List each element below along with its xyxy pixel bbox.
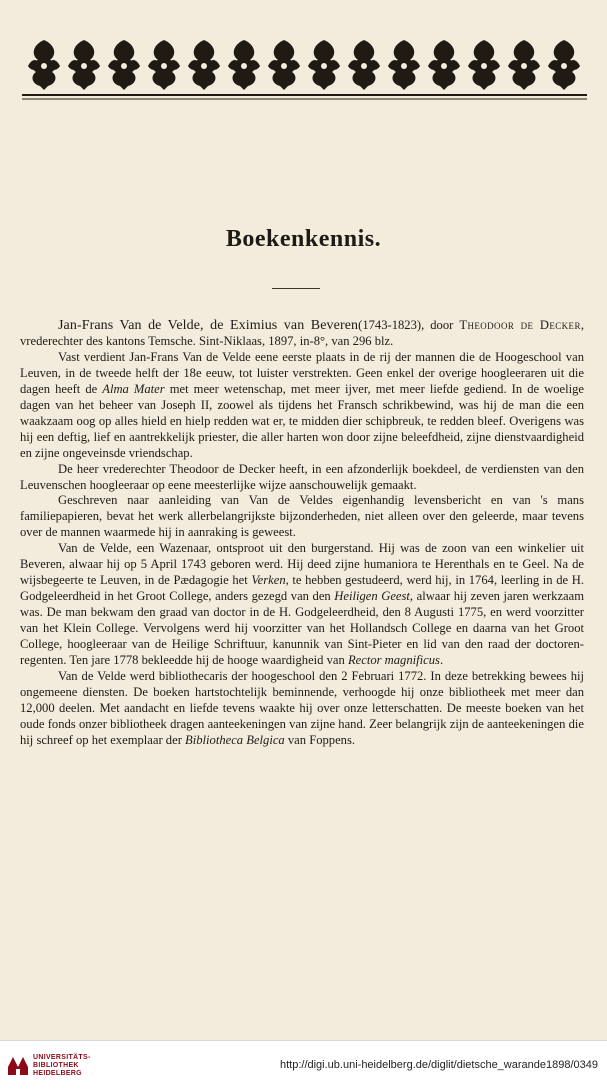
frieze-motif <box>148 40 180 90</box>
bibliotheca-italic: Bibliotheca Belgica <box>185 732 285 747</box>
frieze-motif <box>388 40 420 90</box>
paragraph-4-text: Van de Velde, een Wazenaar, ontsproot uit den burgerstand. Hij was de zoon van een winkelier uit Beveren, alwaar hij op 5 April 1743 geboren werd. Hij deed zijne humaniora te Herenthals en te Geel. Na de wijsbegeerte te Leuven, in de Pædagogie het <box>20 541 584 588</box>
frieze-motif <box>308 40 340 90</box>
logo-line-2: BIBLIOTHEK <box>33 1062 79 1069</box>
frieze-motif <box>468 40 500 90</box>
frieze-motif <box>268 40 300 90</box>
paragraph-4 <box>20 541 584 669</box>
frieze-motif <box>228 40 260 90</box>
publication-info: Sint-Niklaas, 1897, in-8°, van 296 blz. <box>198 333 394 348</box>
floral-frieze-ornament <box>22 36 587 106</box>
frieze-motif <box>68 40 100 90</box>
by-word: door <box>430 318 454 332</box>
paragraph-2: De heer vrederechter Theodoor de Decker heeft, in een afzonderlijk boekdeel, de verdiensten van den Leuvenschen hoogleeraar op eene meesterlijke wijze aanschouwelijk gemaakt. <box>20 461 584 492</box>
heiligen-geest-italic: Heiligen Geest <box>334 589 410 604</box>
paragraph-1-text: Vast verdient Jan-Frans Van de Velde eene eerste plaats in de rij der mannen die de Hoogeschool van Leuven, in de tweede helft der 18e eeuw, tot luister verstrekten. Geen enkel der overige hoogleeraren uit die dagen heeft de <box>20 349 584 396</box>
paragraph-1 <box>20 350 584 462</box>
frieze-motif <box>428 40 460 90</box>
frieze-motif <box>548 40 580 90</box>
reviewer-role: , vrederechter des kantons Temsche. <box>20 318 585 348</box>
paragraph-5-text: Van de Velde werd bibliothecaris der hoogeschool den 2 Februari 1772. In deze betrekking bewees hij ongemeene diensten. De boeken hartstochtelijk beminnende, verhoogde hij onze bibliotheek met meer dan 12,000 deelen. Met aandacht en liefde tevens waakte hij over onze letterschatten. De meeste boeken van het oude fonds onzer bibliotheek dragen aanteekeningen van zijne hand. Zeer belangrijk zijn de aanteekeningen die hij schreef op het exemplaar der <box>20 668 584 747</box>
frieze-motif <box>108 40 140 90</box>
article-body <box>20 318 584 749</box>
paragraph-5-text-b: van Foppens. <box>284 732 356 747</box>
logo-line-1: UNIVERSITÄTS- <box>33 1054 91 1061</box>
book-years: (1743-1823), <box>358 318 425 332</box>
reviewer-name: Theodoor de Decker <box>459 318 581 332</box>
book-title: Jan-Frans Van de Velde, de Eximius van Beveren <box>58 318 359 333</box>
page-title: Boekenkennis. <box>225 226 382 252</box>
frieze-motif <box>508 40 540 90</box>
alma-mater-italic: Alma Mater <box>102 381 165 396</box>
paragraph-4-text-c: , alwaar hij zeven jaren werkzaam was. De man bekwam den graad van doctor in de H. Godgeleerdheid, den 8 Augusti 1775, en werd voorzitter van het Klein College. Vervolgens werd hij voorzitter van het Hollandsch College en daarna van het Groot College, hoogleeraar van de Heilige Schriftuur, kanunnik van Sint-Pieter en lid van den raad der doctoren-regenten. Ten jare 1778 bekleedde hij de hooge waardigheid van <box>20 589 585 668</box>
permalink-url[interactable]: http://digi.ub.uni-heidelberg.de/diglit/dietsche_warande1898/0349 <box>279 1059 598 1071</box>
verken-italic: Verken <box>251 573 286 588</box>
paragraph-4-text-b: , te hebben gestudeerd, werd hij, in 1764, leerling in de H. Godgeleerdheid in het Groot College, anders gezegd van den <box>20 573 584 604</box>
frieze-motif <box>28 40 60 90</box>
frieze-motif <box>348 40 380 90</box>
title-divider <box>272 288 320 289</box>
university-library-logo-icon <box>6 1053 30 1077</box>
paragraph-4-text-d: . <box>439 653 444 668</box>
footer-bar <box>0 1040 607 1091</box>
rector-italic: Rector magnificus <box>347 653 440 668</box>
library-logo-text <box>33 1054 91 1078</box>
review-heading <box>20 318 584 350</box>
paragraph-5 <box>20 669 584 749</box>
paragraph-1-text-cont: met meer wetenschap, met meer ijver, met meer liefde gediend. In de woelige dagen van het beheer van Joseph II, zoowel als tijdens het Fransch schrikbewind, was hij de man die een waakzaam oog op alles hield en hielp redden wat er, te midden dier schipbreuk, te redden bleef. Overigens was hij een deftig, lief en aantrekkelijk priester, die aller harten won door zijne beleefdheid, zijne dienstvaardigheid en zijne ongeveinsde vriendschap. <box>20 381 584 460</box>
paragraph-3: Geschreven naar aanleiding van Van de Veldes eigenhandig levensbericht en van 's mans familiepapieren, bevat het werk allerbelangrijkste bijzonderheden, niet alleen over den geleerde, maar tevens over de mannen waarmede hij in aanraking is geweest. <box>20 493 584 540</box>
logo-line-3: HEIDELBERG <box>33 1070 82 1077</box>
frieze-motif <box>188 40 220 90</box>
